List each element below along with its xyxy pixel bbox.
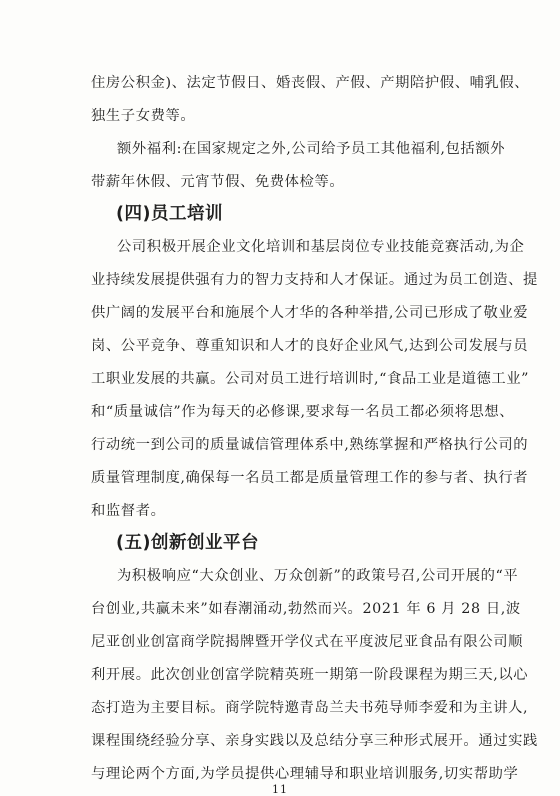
page-number: 11: [272, 783, 288, 796]
paragraph-line: 质量管理制度,确保每一名员工都是质量管理工作的参与者、执行者: [91, 470, 529, 486]
paragraph-line: 公司积极开展企业文化培训和基层岗位专业技能竞赛活动,为企: [117, 239, 525, 255]
section-heading: (五)创新创业平台: [116, 533, 259, 553]
paragraph-line: 和“质量诚信”作为每天的必修课,要求每一名员工都必须将思想、: [91, 404, 515, 420]
paragraph-line: 尼亚创业创富商学院揭牌暨开学仪式在平度波尼亚食品有限公司顺: [91, 634, 524, 650]
paragraph-line: 利开展。此次创业创富学院精英班一期第一阶段课程为期三天,以心: [91, 667, 529, 683]
paragraph-line: 额外福利:在国家规定之外,公司给予员工其他福利,包括额外: [117, 141, 506, 157]
paragraph-line: 课程围绕经验分享、亲身实践以及总结分享三种形式展开。通过实践: [91, 733, 538, 749]
paragraph-line: 与理论两个方面,为学员提供心理辅导和职业培训服务,切实帮助学: [91, 766, 519, 782]
paragraph-line: 工职业发展的共赢。公司对员工进行培训时,“食品工业是道德工业”: [91, 371, 530, 387]
paragraph-line: 岗、公平竞争、尊重知识和人才的良好企业风气,达到公司发展与员: [91, 338, 529, 354]
paragraph-line: 独生子女费等。: [91, 108, 196, 124]
paragraph-line: 住房公积金)、法定节假日、婚丧假、产假、产期陪护假、哺乳假、: [91, 75, 530, 91]
paragraph-line: 态打造为主要目标。商学院特邀青岛兰夫书苑导师李爱和为主讲人,: [91, 700, 529, 716]
paragraph-line: 行动统一到公司的质量诚信管理体系中,熟练掌握和严格执行公司的: [91, 437, 529, 453]
paragraph-line: 业持续发展提供强有力的智力支持和人才保证。通过为员工创造、提: [91, 272, 538, 288]
paragraph-line: 台创业,共赢未来”如春潮涌动,勃然而兴。2021 年 6 月 28 日,波: [91, 601, 521, 617]
section-heading: (四)员工培训: [116, 204, 223, 224]
paragraph-line: 供广阔的发展平台和施展个人才华的各种举措,公司已形成了敬业爱: [91, 305, 529, 321]
paragraph-line: 和监督者。: [91, 503, 166, 519]
paragraph-line: 为积极响应“大众创业、万众创新”的政策号召,公司开展的“平: [117, 568, 519, 584]
paragraph-line: 带薪年休假、元宵节假、免费体检等。: [91, 174, 345, 190]
